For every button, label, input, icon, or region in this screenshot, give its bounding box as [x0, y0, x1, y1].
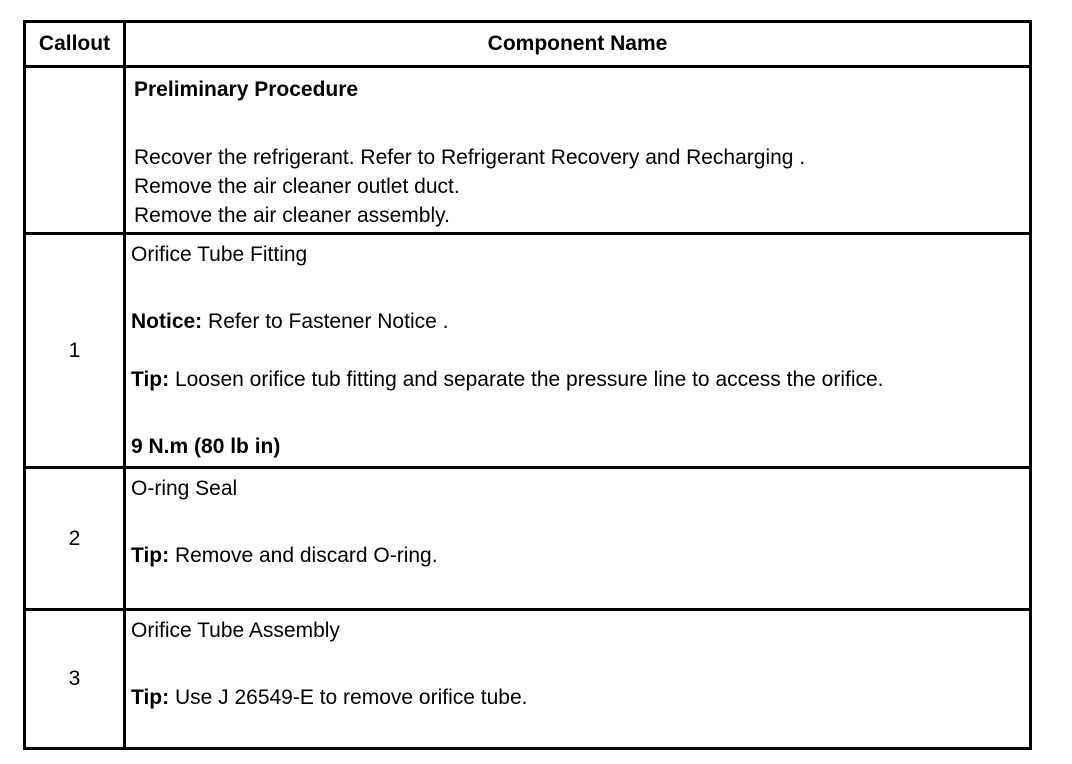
tip-line [131, 368, 884, 392]
component-name: Orifice Tube Fitting [131, 243, 308, 266]
callout-cell-empty [26, 68, 126, 232]
callout-number: 3 [26, 611, 126, 747]
preliminary-procedure-cell [126, 68, 1029, 232]
preliminary-step: Remove the air cleaner assembly. [134, 204, 450, 227]
tip-label: Tip: [131, 686, 170, 709]
component-name: O-ring Seal [131, 477, 238, 500]
torque-spec: 9 N.m (80 lb in) [131, 435, 281, 458]
tip-line [131, 544, 438, 568]
preliminary-step: Recover the refrigerant. Refer to Refrigerant Recovery and Recharging . [134, 146, 806, 169]
preliminary-step: Remove the air cleaner outlet duct. [134, 175, 460, 198]
component-cell [126, 611, 1029, 747]
tip-text: Remove and discard O-ring. [169, 544, 438, 567]
callout-number: 1 [26, 235, 126, 466]
callout-column-header: Callout [26, 23, 126, 65]
component-cell [126, 235, 1029, 466]
tip-label: Tip: [131, 544, 170, 567]
procedure-table [23, 20, 1032, 750]
tip-text: Loosen orifice tub fitting and separate the pressure line to access the orifice. [169, 368, 884, 391]
tip-label: Tip: [131, 368, 170, 391]
component-name: Orifice Tube Assembly [131, 619, 340, 642]
notice-line [131, 310, 448, 334]
callout-number: 2 [26, 469, 126, 608]
component-cell [126, 469, 1029, 608]
notice-label: Notice: [131, 310, 203, 333]
preliminary-procedure-row [26, 65, 1029, 232]
table-row [26, 608, 1029, 747]
tip-line [131, 686, 527, 710]
component-name-column-header: Component Name [487, 32, 668, 55]
preliminary-procedure-title: Preliminary Procedure [134, 78, 359, 101]
table-row [26, 232, 1029, 466]
table-row [26, 466, 1029, 608]
notice-text: Refer to Fastener Notice . [202, 310, 449, 333]
tip-text: Use J 26549-E to remove orifice tube. [169, 686, 528, 709]
table-header-row [26, 23, 1029, 65]
